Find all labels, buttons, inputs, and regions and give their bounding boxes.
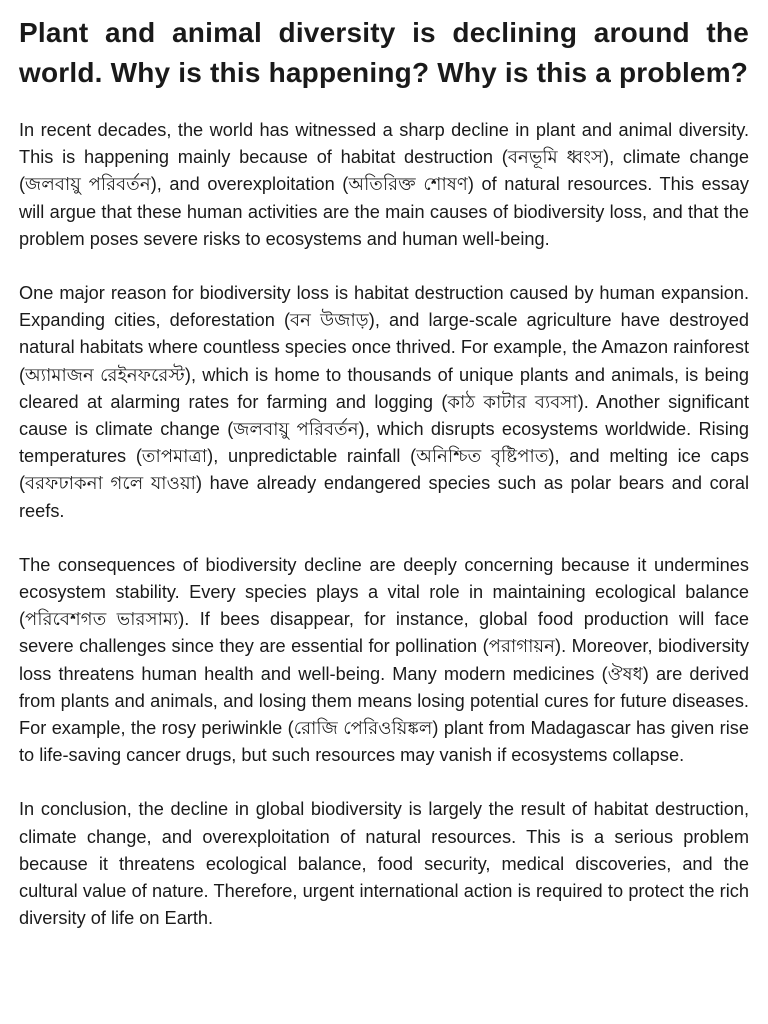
paragraph-introduction: In recent decades, the world has witnessed a sharp decline in plant and animal diversity. This is happening mainly because of habitat destruction (বনভূমি ধ্বংস), climate change (জলবায়ু পরিবর্তন), and overexploitation (অতিরিক্ত শোষণ) of natural resources. This essay will argue that these human activities are the main causes of biodiversity loss, and that the problem poses severe risks to ecosystems and human well-being.	[19, 120, 749, 249]
essay-document	[19, 0, 749, 932]
paragraph-conclusion: In conclusion, the decline in global biodiversity is largely the result of habitat destruction, climate change, and overexploitation of natural resources. This is a serious problem because it threatens ecological balance, food security, medical discoveries, and the cultural value of nature. Therefore, urgent international action is required to protect the rich diversity of life on Earth.	[19, 799, 749, 929]
essay-title: Plant and animal diversity is declining around the world. Why is this happening? Why is this a problem?	[19, 17, 749, 88]
paragraph-causes: One major reason for biodiversity loss is habitat destruction caused by human expansion. Expanding cities, deforestation (বন উজাড়), and large-scale agriculture have destroyed natural habitats where countless species once thrived. For example, the Amazon rainforest (অ্যামাজন রেইনফরেস্ট), which is home to thousands of unique plants and animals, is being cleared at alarming rates for farming and logging (কাঠ কাটার ব্যবসা). Another significant cause is climate change (জলবায়ু পরিবর্তন), which disrupts ecosystems worldwide. Rising temperatures (তাপমাত্রা), unpredictable rainfall (অনিশ্চিত বৃষ্টিপাত), and melting ice caps (বরফঢাকনা গলে যাওয়া) have already endangered species such as polar bears and coral reefs.	[19, 283, 749, 521]
paragraph-consequences: The consequences of biodiversity decline are deeply concerning because it undermines ecosystem stability. Every species plays a vital role in maintaining ecological balance (পরিবেশগত ভারসাম্য). If bees disappear, for instance, global food production will face severe challenges since they are essential for pollination (পরাগায়ন). Moreover, biodiversity loss threatens human health and well-being. Many modern medicines (ঔষধ) are derived from plants and animals, and losing them means losing potential cures for future diseases. For example, the rosy periwinkle (রোজি পেরিওয়িঙ্কল) plant from Madagascar has given rise to life-saving cancer drugs, but such resources may vanish if ecosystems collapse.	[19, 554, 749, 766]
